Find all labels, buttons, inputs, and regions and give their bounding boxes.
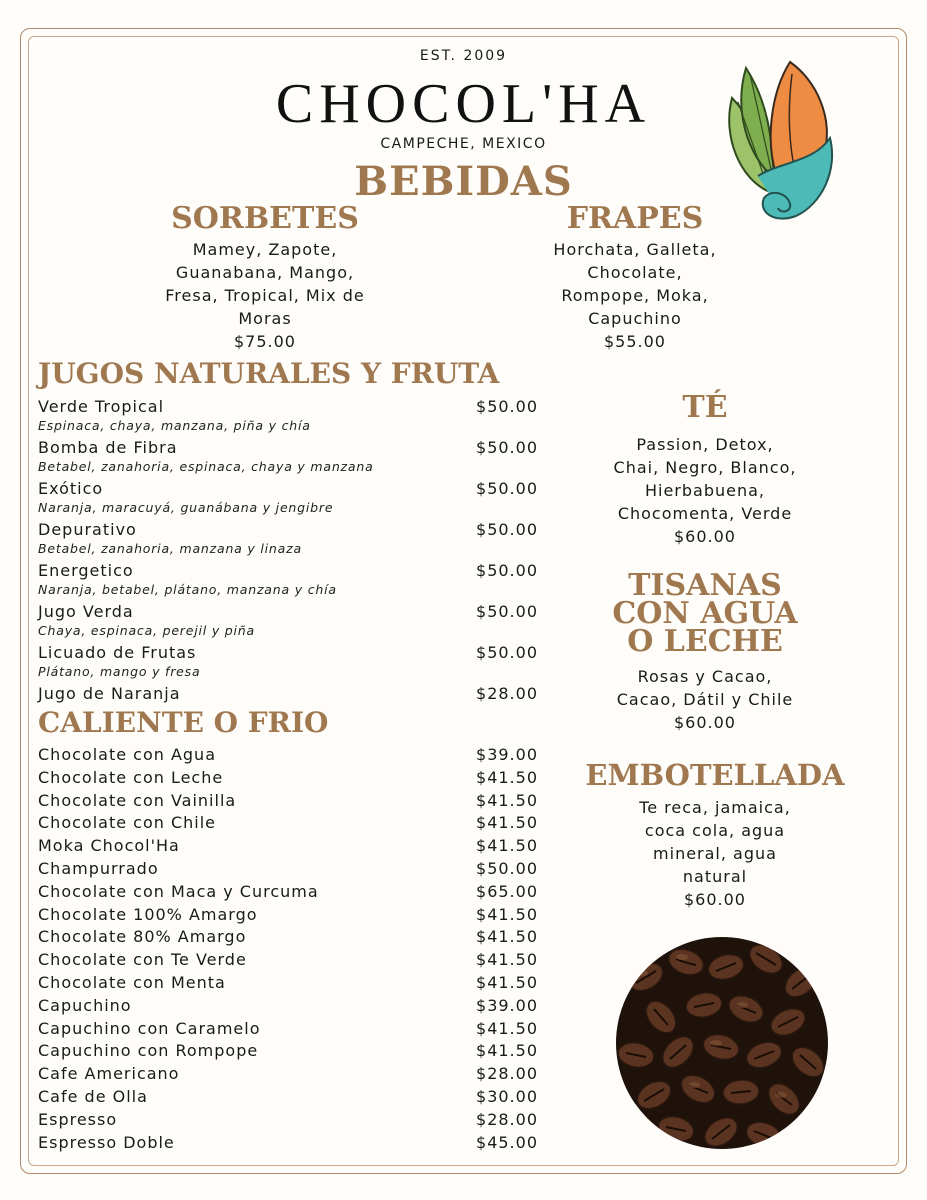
item-price: $39.00 bbox=[476, 995, 538, 1015]
sorbetes-line: Guanabana, Mango, bbox=[175, 263, 355, 282]
item-description: Plátano, mango y fresa bbox=[38, 664, 201, 679]
menu-item bbox=[38, 520, 538, 561]
menu-item bbox=[38, 561, 538, 602]
item-price: $65.00 bbox=[476, 881, 538, 901]
item-price: $50.00 bbox=[476, 561, 538, 580]
menu-item bbox=[38, 1110, 538, 1133]
item-description: Naranja, maracuyá, guanábana y jengibre bbox=[38, 500, 334, 515]
item-name: Chocolate con Leche bbox=[38, 767, 224, 787]
tisanas-title bbox=[580, 568, 830, 659]
item-name: Bomba de Fibra bbox=[38, 438, 178, 457]
tisanas-title-line: O LECHE bbox=[627, 624, 783, 659]
menu-item bbox=[38, 1019, 538, 1042]
menu-item bbox=[38, 927, 538, 950]
item-name: Cafe de Olla bbox=[38, 1087, 148, 1106]
item-description: Espinaca, chaya, manzana, piña y chía bbox=[38, 418, 311, 433]
item-price: $41.50 bbox=[476, 1041, 538, 1061]
item-name: Capuchino bbox=[38, 995, 132, 1015]
item-name: Chocolate 80% Amargo bbox=[38, 927, 247, 947]
item-name: Capuchino con Rompope bbox=[38, 1041, 259, 1061]
item-description: Betabel, zanahoria, espinaca, chaya y manzana bbox=[38, 459, 374, 474]
embotellada-line: natural bbox=[682, 867, 748, 886]
jugos-title: JUGOS NATURALES Y FRUTA bbox=[38, 357, 500, 390]
item-description: Betabel, zanahoria, manzana y linaza bbox=[38, 541, 302, 556]
tisanas-line: Cacao, Dátil y Chile bbox=[616, 690, 794, 709]
item-name: Cafe Americano bbox=[38, 1064, 180, 1084]
item-price: $50.00 bbox=[476, 479, 538, 498]
embotellada-description bbox=[580, 796, 850, 911]
item-name: Espresso bbox=[38, 1109, 118, 1129]
cacao-pod-icon bbox=[718, 58, 842, 224]
item-name: Jugo de Naranja bbox=[38, 684, 181, 703]
menu-item bbox=[38, 791, 538, 814]
menu-item bbox=[38, 905, 538, 928]
item-price: $41.50 bbox=[476, 790, 538, 810]
frapes-line: Chocolate, bbox=[587, 263, 683, 282]
frapes-line: Horchata, Galleta, bbox=[553, 240, 717, 259]
item-name: Chocolate 100% Amargo bbox=[38, 904, 258, 924]
sorbetes-title: SORBETES bbox=[171, 201, 359, 236]
item-name: Moka Chocol'Ha bbox=[38, 836, 180, 856]
sorbetes-line: Moras bbox=[238, 309, 292, 328]
frapes-line: Rompope, Moka, bbox=[561, 286, 709, 305]
item-price: $41.50 bbox=[476, 836, 538, 856]
item-name: Licuado de Frutas bbox=[38, 643, 197, 662]
item-price: $28.00 bbox=[476, 684, 538, 703]
menu-item bbox=[38, 1064, 538, 1087]
frapes-line: Capuchino bbox=[588, 309, 682, 328]
item-name: Jugo Verda bbox=[38, 602, 134, 621]
menu-item bbox=[38, 602, 538, 643]
item-price: $41.50 bbox=[476, 767, 538, 787]
tisanas-title-line: CON AGUA bbox=[612, 596, 798, 631]
menu-item bbox=[38, 859, 538, 882]
item-price: $41.50 bbox=[476, 904, 538, 924]
menu-item bbox=[38, 882, 538, 905]
item-name: Chocolate con Menta bbox=[38, 973, 226, 992]
item-name: Energetico bbox=[38, 561, 134, 580]
coffee-beans-photo bbox=[616, 937, 828, 1149]
embotellada-line: coca cola, agua bbox=[644, 821, 786, 840]
item-price: $50.00 bbox=[476, 602, 538, 621]
item-description: Naranja, betabel, plátano, manzana y chía bbox=[38, 582, 337, 597]
menu-item bbox=[38, 973, 538, 996]
item-name: Exótico bbox=[38, 479, 104, 498]
menu-item bbox=[38, 996, 538, 1019]
menu-item bbox=[38, 397, 538, 438]
item-name: Verde Tropical bbox=[38, 397, 165, 416]
item-name: Chocolate con Vainilla bbox=[38, 790, 237, 810]
sorbetes-line: Mamey, Zapote, bbox=[192, 240, 338, 259]
menu-item bbox=[38, 438, 538, 479]
item-price: $39.00 bbox=[476, 745, 538, 764]
item-price: $50.00 bbox=[476, 438, 538, 457]
item-description: Chaya, espinaca, perejil y piña bbox=[38, 623, 255, 638]
te-price: $60.00 bbox=[674, 527, 736, 546]
section-title: BEBIDAS bbox=[354, 158, 573, 205]
embotellada-line: Te reca, jamaica, bbox=[639, 798, 791, 817]
item-price: $41.50 bbox=[476, 1018, 538, 1038]
item-price: $50.00 bbox=[476, 397, 538, 416]
te-line: Chai, Negro, Blanco, bbox=[613, 458, 797, 477]
item-price: $50.00 bbox=[476, 643, 538, 662]
menu-item bbox=[38, 684, 538, 708]
item-name: Chocolate con Chile bbox=[38, 813, 216, 833]
tisanas-description bbox=[570, 665, 840, 734]
sorbetes-description bbox=[120, 238, 410, 353]
caliente-title: CALIENTE O FRIO bbox=[38, 706, 329, 739]
menu-item bbox=[38, 836, 538, 859]
item-price: $41.50 bbox=[476, 927, 538, 947]
tisanas-line: Rosas y Cacao, bbox=[637, 667, 773, 686]
item-name: Depurativo bbox=[38, 520, 137, 539]
menu-item bbox=[38, 1133, 538, 1156]
menu-item bbox=[38, 643, 538, 684]
menu-item bbox=[38, 950, 538, 973]
item-name: Espresso Doble bbox=[38, 1132, 175, 1152]
brand-title: CHOCOL'HA bbox=[275, 73, 652, 135]
te-title: TÉ bbox=[682, 390, 728, 425]
est-label: EST. 2009 bbox=[419, 48, 508, 64]
embotellada-line: mineral, agua bbox=[653, 844, 777, 863]
item-price: $28.00 bbox=[476, 1064, 538, 1084]
frapes-title: FRAPES bbox=[566, 201, 704, 236]
te-line: Chocomenta, Verde bbox=[617, 504, 793, 523]
te-line: Hierbabuena, bbox=[644, 481, 766, 500]
sorbetes-price: $75.00 bbox=[234, 332, 296, 351]
menu-item bbox=[38, 1087, 538, 1110]
menu-item bbox=[38, 1041, 538, 1064]
item-price: $50.00 bbox=[476, 859, 538, 878]
item-name: Champurrado bbox=[38, 859, 159, 878]
item-price: $30.00 bbox=[476, 1087, 538, 1106]
te-description bbox=[570, 433, 840, 548]
frapes-description bbox=[490, 238, 780, 353]
menu-item bbox=[38, 479, 538, 520]
item-name: Capuchino con Caramelo bbox=[38, 1018, 261, 1038]
menu-item bbox=[38, 813, 538, 836]
menu-item bbox=[38, 745, 538, 768]
menu-item bbox=[38, 768, 538, 791]
item-name: Chocolate con Maca y Curcuma bbox=[38, 881, 319, 901]
embotellada-price: $60.00 bbox=[684, 890, 746, 909]
item-price: $41.50 bbox=[476, 950, 538, 970]
sorbetes-line: Fresa, Tropical, Mix de bbox=[165, 286, 365, 305]
item-price: $41.50 bbox=[476, 813, 538, 833]
frapes-price: $55.00 bbox=[604, 332, 666, 351]
location-label: CAMPECHE, MEXICO bbox=[380, 136, 547, 152]
tisanas-title-line: TISANAS bbox=[628, 568, 782, 603]
item-name: Chocolate con Agua bbox=[38, 745, 216, 764]
item-price: $41.50 bbox=[476, 973, 538, 992]
item-name: Chocolate con Te Verde bbox=[38, 950, 247, 970]
te-line: Passion, Detox, bbox=[636, 435, 774, 454]
embotellada-title: EMBOTELLADA bbox=[585, 758, 845, 792]
item-price: $28.00 bbox=[476, 1109, 538, 1129]
item-price: $50.00 bbox=[476, 520, 538, 539]
tisanas-price: $60.00 bbox=[674, 713, 736, 732]
item-price: $45.00 bbox=[476, 1132, 538, 1152]
